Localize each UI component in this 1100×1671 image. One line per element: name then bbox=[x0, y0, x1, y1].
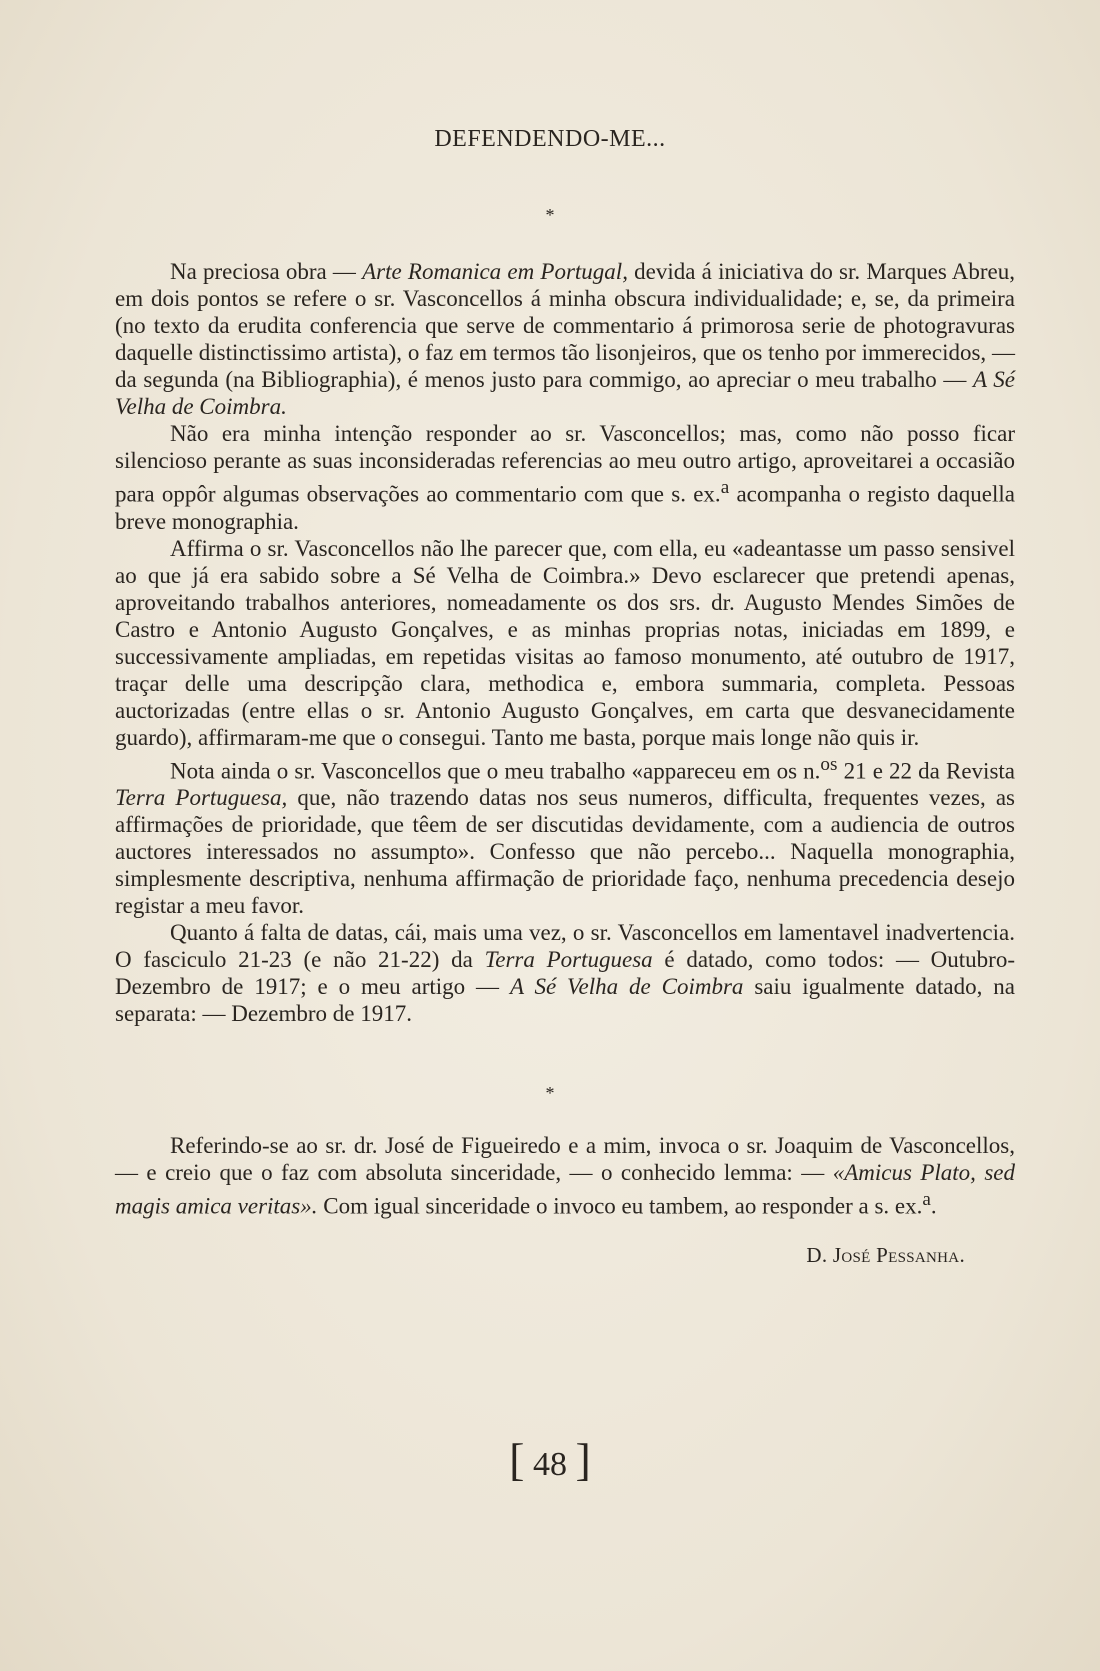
italic-title: A Sé Velha de Coimbra bbox=[509, 974, 744, 1000]
closing-paragraph bbox=[115, 1132, 1015, 1220]
superscript: os bbox=[820, 753, 838, 775]
text-run: 21 e 22 da Revista bbox=[837, 758, 1015, 784]
paragraph-6 bbox=[115, 1132, 1015, 1220]
text-run: Na preciosa obra — bbox=[170, 259, 363, 284]
text-run: acompanha o registo daquella breve monographia. bbox=[115, 481, 1015, 534]
text-run: Referindo-se ao sr. dr. José de Figueiredo e a mim, invoca o sr. Joaquim de Vasconcellos, — e creio que o faz com absoluta sinceridade, — o conhecido lemma: — bbox=[115, 1133, 1015, 1185]
section-separator: * bbox=[545, 1083, 555, 1103]
section-separator: * bbox=[545, 205, 555, 225]
text-run: Quanto á falta de datas, cái, mais uma vez, o sr. Vasconcellos em lamentavel inadvertencia. O fasciculo 21-23 (e não 21-22) da bbox=[115, 920, 1015, 973]
italic-title: Arte Romanica em Portugal, bbox=[362, 259, 628, 284]
paragraph-2 bbox=[115, 420, 1015, 535]
text-run: devida á iniciativa do sr. Marques Abreu, em dois pontos se refere o sr. Vasconcellos á minha obscura individualidade; e, se, da primeira (no texto da erudita conferencia que serve de commentario á primorosa serie de photogravuras daquelle distinctissimo artista), o faz em termos tão lisonjeiros, que os tenho por immerecidos, — da segunda (na Bibliographia), é menos justo para commigo, ao apreciar o meu trabalho — bbox=[115, 259, 1015, 392]
text-run: é datado, como todos: — Outubro-Dezembro de 1917; e o meu artigo — bbox=[115, 947, 1016, 1000]
superscript: a bbox=[922, 1189, 931, 1210]
page-number bbox=[0, 1433, 1100, 1486]
text-run: Nota ainda o sr. Vasconcellos que o meu trabalho «appareceu em os n. bbox=[170, 758, 821, 784]
article-body bbox=[115, 258, 1015, 1027]
page-number-value: 48 bbox=[533, 1446, 567, 1483]
paragraph-5 bbox=[115, 919, 1015, 1027]
text-run: Com igual sinceridade o invoco eu tambem, ao responder a s. ex. bbox=[317, 1193, 923, 1219]
author-signature: D. José Pessanha. bbox=[806, 1243, 965, 1267]
italic-title: A Sé Velha de Coimbra. bbox=[115, 367, 1016, 419]
italic-quote: «Amicus Plato, sed magis amica veritas». bbox=[115, 1160, 1015, 1219]
text-run: que, não trazendo datas nos seus numeros, difficulta, frequentes vezes, as affirmações de prioridade, que têem de ser discutidas devidamente, com a audiencia de outros auctores interessados no assumpto». Confesso que não percebo... Naquella monographia, simplesmente descriptiva, nenhuma affirmação de prioridade faço, nenhuma precedencia desejo registar a meu favor. bbox=[115, 785, 1015, 919]
text-run: . bbox=[930, 1193, 937, 1219]
bracket-close: ] bbox=[575, 1434, 591, 1485]
italic-title: Terra Portuguesa, bbox=[115, 785, 288, 811]
superscript: a bbox=[720, 477, 730, 498]
italic-title: Terra Portuguesa bbox=[484, 947, 653, 973]
text-run: Não era minha intenção responder ao sr. Vasconcellos; mas, como não posso ficar silencioso perante as suas inconsideradas referencias ao meu outro artigo, aproveitarei a occasião para oppôr algumas observações ao commentario com que s. ex. bbox=[115, 421, 1015, 507]
page-title: DEFENDENDO-ME... bbox=[434, 126, 666, 152]
paragraph-3: Affirma o sr. Vasconcellos não lhe parecer que, com ella, eu «adeantasse um passo sensivel ao que já era sabido sobre a Sé Velha de Coimbra.» Devo esclarecer que pretendi apenas, aproveitando trabalhos anteriores, nomeadamente os dos srs. dr. Augusto Mendes Simões de Castro e Antonio Augusto Gonçalves, e as minhas proprias notas, iniciadas em 1899, e successivamente ampliadas, em repetidas visitas ao famoso monumento, até outubro de 1917, traçar delle uma descripção clara, methodica e, embora summaria, completa. Pessoas auctorizadas (entre ellas o sr. Antonio Augusto Gonçalves, em carta que desvanecidamente guardo), affirmaram-me que o consegui. Tanto me basta, porque mais longe não quis ir. bbox=[115, 535, 1015, 750]
text-run: saiu igualmente datado, na separata: — Dezembro de 1917. bbox=[115, 974, 1015, 1027]
paragraph-1 bbox=[115, 258, 1015, 420]
bracket-open: [ bbox=[509, 1434, 525, 1485]
paragraph-4 bbox=[115, 751, 1015, 920]
